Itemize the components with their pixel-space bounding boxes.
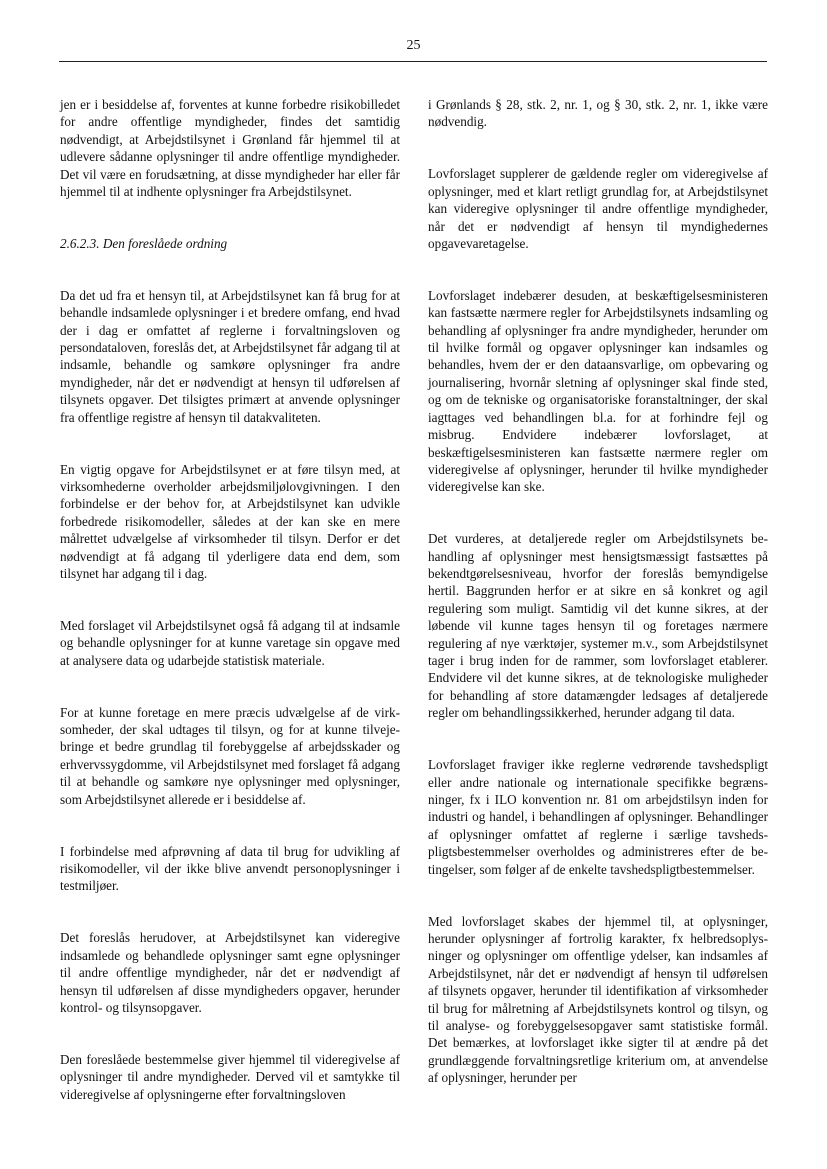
paragraph: Med forslaget vil Arbejdstilsynet også få adgang til at indsamle og behandle oplysninger for at kunne varetage sin opgave med at analysere data og udarbejde statistisk materiale. (60, 617, 400, 668)
paragraph: Lovforslaget supplerer de gældende regler om videregivelse af oplysninger, med et klart retligt grundlag for, at Arbejdstilsynet kan videregive oplysninger til andre offentlige myndigheder, når det er nødvendigt af hensyn til myndighedernes opgavevaretagelse. (428, 166, 768, 251)
paragraph: Lovforslaget indebærer desuden, at beskæftigelsesministeren kan fastsætte nærmere regler for Arbejdstilsynets indsamling og behandling af oplysninger fra andre myndigheder, herunder om til hvilke formål og opgaver oplysninger kan indsamles og behandles, hvem der er den dataansvarlige, om opbevaring og journalisering, hvornår sletning af oplysninger skal finde sted, og om de tekniske og organisatoriske foranstaltninger, der skal iagttages ved behandlingen bl.a. for at forhindre fejl og misbrug. Endvidere indebærer lovforslaget, at beskæftigelsesministeren kan fastsætte nærmere regler om videregivelse af oplysninger, herunder til hvilke myndigheder videregivelse kan ske. (428, 287, 768, 495)
paragraph: En vigtig opgave for Arbejdstilsynet er at føre tilsyn med, at virksomhederne overholder arbejdsmiljølovgivningen. I den forbindelse er der behov for, at Arbejdstilsynet kan udvikle forbedrede risikomodeller, således at der kan ske en mere målrettet udvælgelse af virksomheder til tilsyn. Derfor er det nødvendigt at få adgang til yderligere data end dem, som tilsynet har adgang til i dag. (60, 461, 400, 582)
paragraph: Det foreslås herudover, at Arbejdstilsynet kan videregive indsamlede og behandlede oplysninger samt egne oplysninger til andre offentlige myndigheder, når det er nødvendigt af hensyn til udførelsen af disse myndigheders opgaver, herunder kontrol- og tilsynsopgaver. (60, 930, 400, 1015)
paragraph: For at kunne foretage en mere præcis udvælgelse af de virksomheder, der skal udtages til tilsyn, og for at kunne tilvejebringe et bedre grundlag til forebyggelse af arbejdsskader og erhvervssygdomme, vil Arbejdstilsynet med forslaget få adgang til at behandle og samkøre nye oplysninger med oplysninger, som Arbejdstilsynet allerede er i besiddelse af. (60, 704, 400, 807)
paragraph: i Grønlands § 28, stk. 2, nr. 1, og § 30, stk. 2, nr. 1, ikke være nødvendig. (428, 97, 768, 130)
paragraph: I forbindelse med afprøvning af data til brug for udvikling af risikomodeller, vil der ikke blive anvendt personoplysninger i testmiljøer. (60, 843, 400, 894)
left-column (60, 96, 400, 1138)
paragraph: Det vurderes, at detaljerede regler om Arbejdstilsynets behandling af oplysninger mest hensigtsmæssigt fastsættes på bekendtgørelsesniveau, hvorfor der foreslås bemyndigelse hertil. Baggrunden herfor er at sikre en så konkret og agil regulering som muligt. Samtidig vil det kunne sikres, at der løbende vil kunne tages hensyn til og foretages nærmere regulering af nye værktøjer, systemer m.v., som Arbejdstilsynet tager i brug inden for de rammer, som lovforslaget etablerer. Endvidere vil det kunne sikres, at de teknologiske muligheder for behandling af store datamængder ledsages af detaljerede regler om behandlingssikkerhed, herunder adgang til data. (428, 531, 768, 721)
section-heading: 2.6.2.3. Den foreslåede ordning (60, 235, 228, 251)
right-column (428, 96, 768, 1121)
paragraph: Den foreslåede bestemmelse giver hjemmel til videregivelse af oplysninger til andre myndigheder. Derved vil et samtykke til videregivelse af oplysningerne efter forvaltningsloven (60, 1051, 400, 1102)
paragraph: Med lovforslaget skabes der hjemmel til, at oplysninger, herunder oplysninger af fortrolig karakter, fx helbredsoplysninger og oplysninger om offentlige ydelser, kan indsamles af Arbejdstilsynet, når det er nødvendigt af hensyn til udførelsen af tilsynets opgaver, herunder til identifikation af virksomheder til brug for målretning af Arbejdstilsynets kontrol og tilsyn, og til analyse- og forebyggelsesopgaver samt statistiske formål. Det bemærkes, at lovforslaget ikke sigter til at ændre på det grundlæggende forvaltningsretlige kriterium om, at anvendelse af oplysninger, herunder per (428, 913, 768, 1086)
page-number: 25 (406, 38, 421, 53)
paragraph: Da det ud fra et hensyn til, at Arbejdstilsynet kan få brug for at behandle indsamlede oplysninger i et bredere omfang, end hvad der i dag er omfattet af reglerne i forvaltningsloven og persondataloven, foreslås det, at Arbejdstilsynet får adgang til at indsamle, behandle og samkøre oplysninger fra andre myndigheder, når det er nødvendigt at hensyn til udførelsen af tilsynets opgaver. Det tilsigtes primært at anvende oplysninger fra offentlige registre af hensyn til datakvaliteten. (60, 287, 400, 425)
paragraph: Lovforslaget fraviger ikke reglerne vedrørende tavshedspligt eller andre nationale og internationale specifikke begrænsninger, fx i ILO konvention nr. 81 om arbejdstilsyn inden for industri og handel, i behandlingen af oplysninger. Behandlinger af oplysninger omfattet af reglerne i særlige tavshedspligtsbestemmelser overholdes og administreres efter de betingelser, som følger af de enkelte tavshedspligtbestemmelser. (428, 757, 768, 877)
header-rule (59, 61, 767, 62)
paragraph: jen er i besiddelse af, forventes at kunne forbedre risikobilledet for andre offentlige myndigheder, findes det samtidig nødvendigt, at Arbejdstilsynet i Grønland får hjemmel til at udlevere sådanne oplysninger til andre offentlige myndigheder. Det vil være en forudsætning, at disse myndigheder har eller får hjemmel til at indhente oplysninger fra Arbejdstilsynet. (60, 97, 400, 200)
